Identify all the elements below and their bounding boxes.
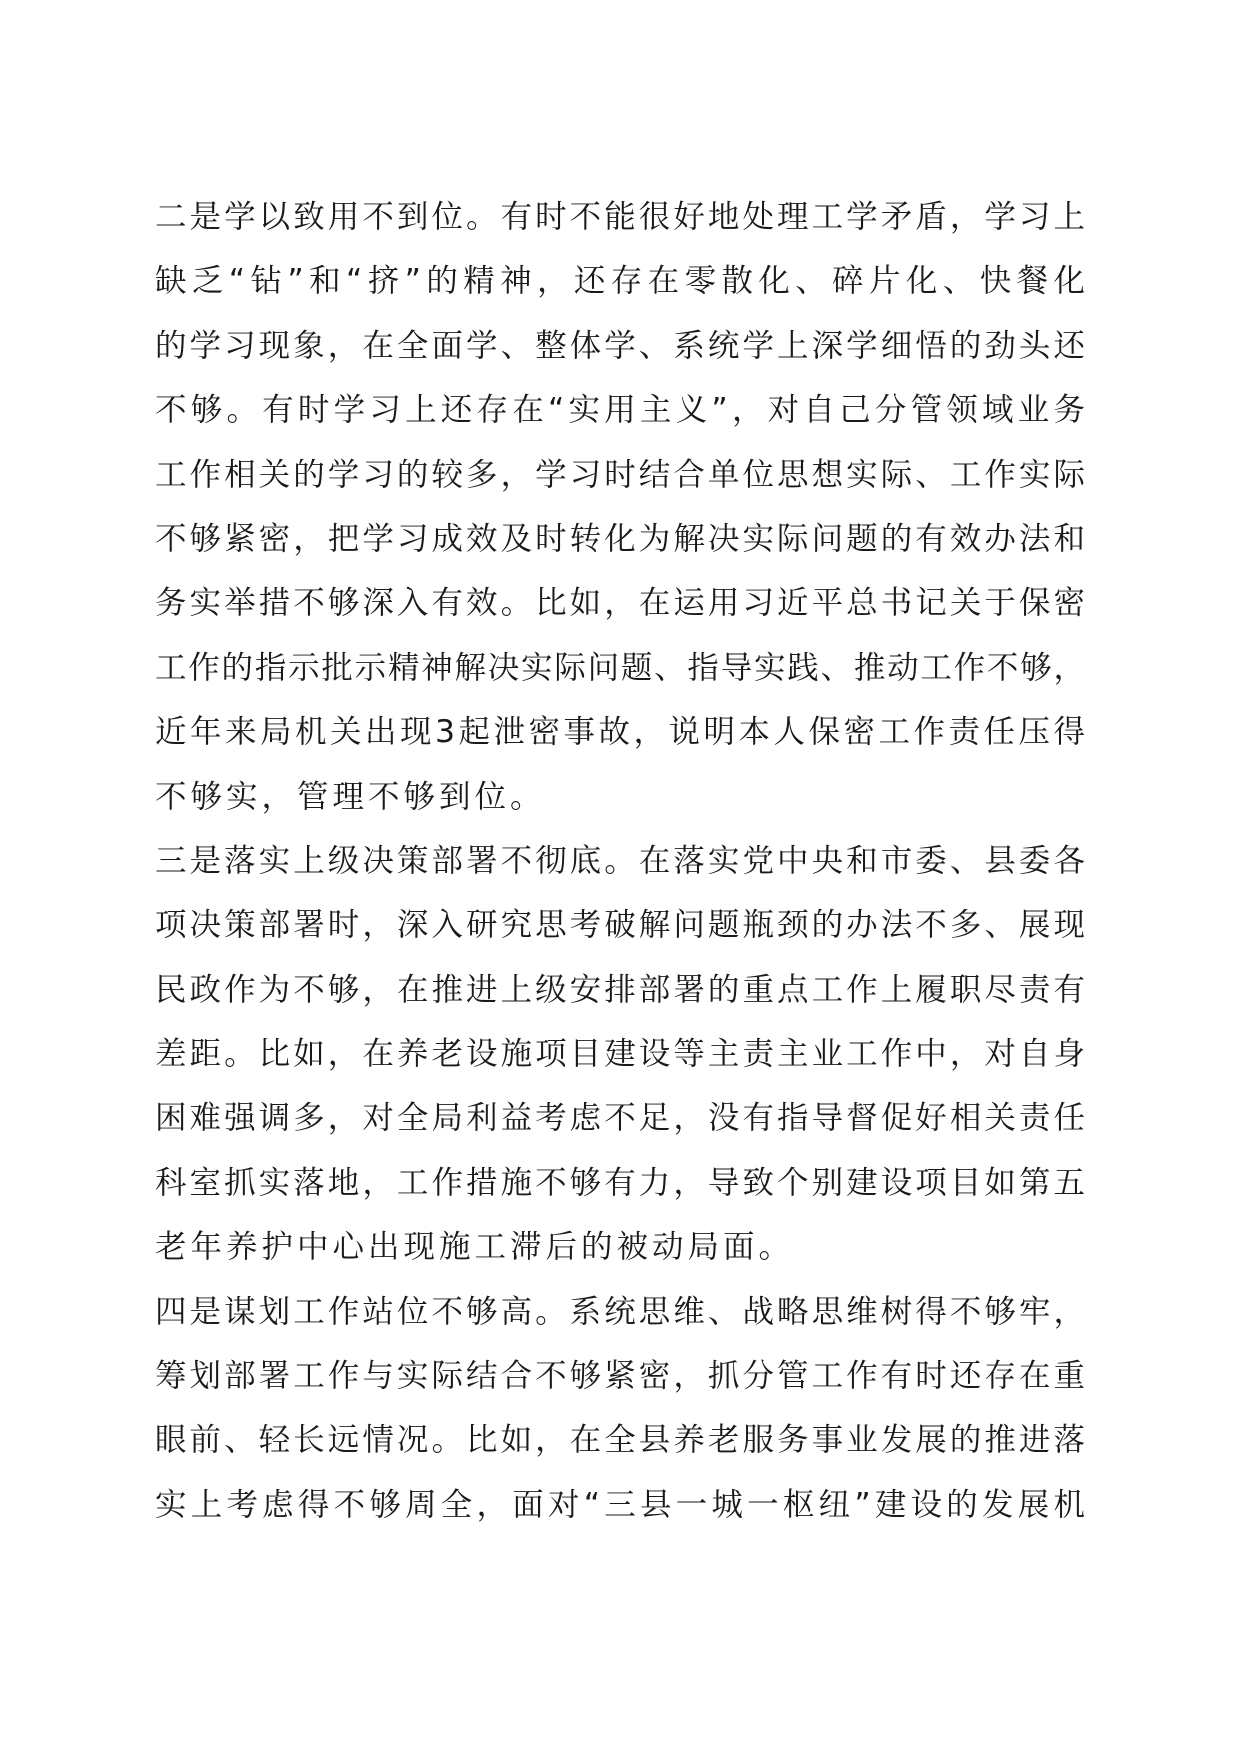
text-line: 不够实，管理不够到位。	[155, 778, 546, 815]
document-body	[155, 185, 1085, 1537]
text-line: 务实举措不够深入有效。比如，在运用习近平总书记关于保密	[155, 585, 1085, 622]
text-line: 科室抓实落地，工作措施不够有力，导致个别建设项目如第五	[155, 1164, 1085, 1201]
text-line: 民政作为不够，在推进上级安排部署的重点工作上履职尽责有	[155, 971, 1085, 1008]
text-line: 二是学以致用不到位。有时不能很好地处理工学矛盾，学习上	[155, 199, 1085, 235]
text-line: 困难强调多，对全局利益考虑不足，没有指导督促好相关责任	[155, 1100, 1085, 1137]
paragraph-implementation	[155, 829, 1085, 1280]
text-line: 项决策部署时，深入研究思考破解问题瓶颈的办法不多、展现	[155, 907, 1085, 944]
paragraph-planning	[155, 1280, 1085, 1538]
text-line: 不够。有时学习上还存在“实用主义”，对自己分管领域业务	[155, 392, 1085, 429]
text-line: 缺乏“钻”和“挤”的精神，还存在零散化、碎片化、快餐化	[155, 263, 1085, 300]
text-line: 四是谋划工作站位不够高。系统思维、战略思维树得不够牢，	[155, 1293, 1085, 1330]
text-line: 工作的指示批示精神解决实际问题、指导实践、推动工作不够，	[155, 649, 1085, 686]
text-line: 实上考虑得不够周全，面对“三县一城一枢纽”建设的发展机	[155, 1486, 1085, 1523]
text-line: 三是落实上级决策部署不彻底。在落实党中央和市委、县委各	[155, 842, 1085, 879]
text-line: 工作相关的学习的较多，学习时结合单位思想实际、工作实际	[155, 456, 1085, 493]
text-line: 的学习现象，在全面学、整体学、系统学上深学细悟的劲头还	[155, 327, 1085, 364]
text-line: 不够紧密，把学习成效及时转化为解决实际问题的有效办法和	[155, 520, 1085, 557]
text-line: 筹划部署工作与实际结合不够紧密，抓分管工作有时还存在重	[155, 1358, 1085, 1395]
text-line: 老年养护中心出现施工滞后的被动局面。	[155, 1229, 795, 1266]
text-line: 眼前、轻长远情况。比如，在全县养老服务事业发展的推进落	[155, 1422, 1085, 1459]
text-line: 差距。比如，在养老设施项目建设等主责主业工作中，对自身	[155, 1036, 1085, 1073]
paragraph-study-application	[155, 185, 1085, 829]
text-line: 近年来局机关出现3起泄密事故，说明本人保密工作责任压得	[155, 714, 1085, 751]
